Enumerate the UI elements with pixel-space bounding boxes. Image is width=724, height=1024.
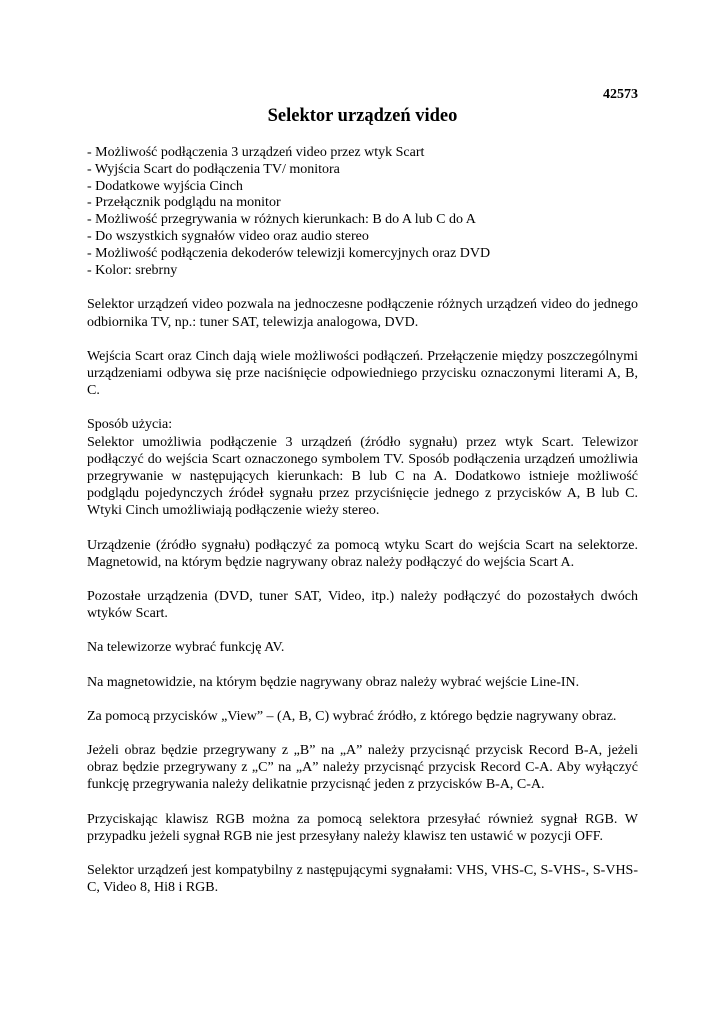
feature-item: - Możliwość podłączenia 3 urządzeń video przez wtyk Scart [87, 145, 425, 160]
connect-source-paragraph: Urządzenie (źródło sygnału) podłączyć za pomocą wtyku Scart do wejścia Scart na selektorze. Magnetowid, na którym będzie nagrywany obraz należy podłączyć do wejścia Scart A. [87, 537, 638, 570]
feature-item: - Kolor: srebrny [87, 262, 178, 278]
document-number: 42573 [603, 87, 638, 102]
feature-item: - Dodatkowe wyjścia Cinch [87, 178, 243, 194]
feature-item: - Możliwość podłączenia dekoderów telewizji komercyjnych oraz DVD [87, 245, 491, 261]
feature-item: - Wyjścia Scart do podłączenia TV/ monitora [87, 161, 340, 177]
other-devices-paragraph: Pozostałe urządzenia (DVD, tuner SAT, Video, itp.) należy podłączyć do pozostałych dwóch wtyków Scart. [87, 589, 638, 622]
tv-function-paragraph: Na telewizorze wybrać funkcję AV. [87, 640, 285, 656]
rgb-paragraph: Przyciskając klawisz RGB można za pomocą selektora przesyłać również sygnał RGB. W przypadku jeżeli sygnał RGB nie jest przesyłany należy klawisz ten ustawić w pozycji OFF. [87, 811, 638, 844]
usage-body: Selektor umożliwia podłączenie 3 urządzeń (źródło sygnału) przez wtyk Scart. Telewizor podłączyć do wejścia Scart oznaczonego symbolem TV. Sposób podłączenia urządzeń umożliwia przegrywanie w następujących kierunkach: B lub C na A. Dodatkowo istnieje możliwość podglądu pojedynczych źródeł sygnału przez przyciśnięcie jednego z przycisków A, B lub C. Wtyki Cinch umożliwiają podłączenie wieży stereo. [87, 434, 638, 519]
feature-list [87, 145, 638, 279]
usage-section [87, 416, 638, 519]
feature-item: - Przełącznik podglądu na monitor [87, 195, 281, 211]
feature-item: - Do wszystkich sygnałów video oraz audio stereo [87, 228, 369, 244]
inputs-paragraph: Wejścia Scart oraz Cinch dają wiele możliwości podłączeń. Przełączenie między poszczególnymi urządzeniami odbywa się prze naciśnięcie odpowiedniego przycisku oznaczonymi literami A, B, C. [87, 348, 638, 399]
view-buttons-paragraph: Za pomocą przycisków „View” – (A, B, C) wybrać źródło, z którego będzie nagrywany obraz. [87, 708, 617, 724]
record-paragraph: Jeżeli obraz będzie przegrywany z „B” na „A” należy przycisnąć przycisk Record B-A, jeżeli obraz będzie przegrywany z „C” na „A” należy przycisnąć przycisk Record C-A. Aby wyłączyć funkcję przegrywania należy delikatnie przycisnąć jeden z przycisków B-A, C-A. [87, 743, 638, 793]
feature-item: - Możliwość przegrywania w różnych kierunkach: B do A lub C do A [87, 212, 476, 228]
usage-heading: Sposób użycia: [87, 417, 173, 433]
compatibility-paragraph: Selektor urządzeń jest kompatybilny z następującymi sygnałami: VHS, VHS-C, S-VHS-, S-VHS-C, Video 8, Hi8 i RGB. [87, 863, 638, 896]
document-page [87, 86, 638, 896]
document-title: Selektor urządzeń video [267, 106, 458, 126]
intro-paragraph: Selektor urządzeń video pozwala na jednoczesne podłączenie różnych urządzeń video do jednego odbiornika TV, np.: tuner SAT, telewizja analogowa, DVD. [87, 297, 638, 330]
vcr-input-paragraph: Na magnetowidzie, na którym będzie nagrywany obraz należy wybrać wejście Line-IN. [87, 674, 580, 690]
